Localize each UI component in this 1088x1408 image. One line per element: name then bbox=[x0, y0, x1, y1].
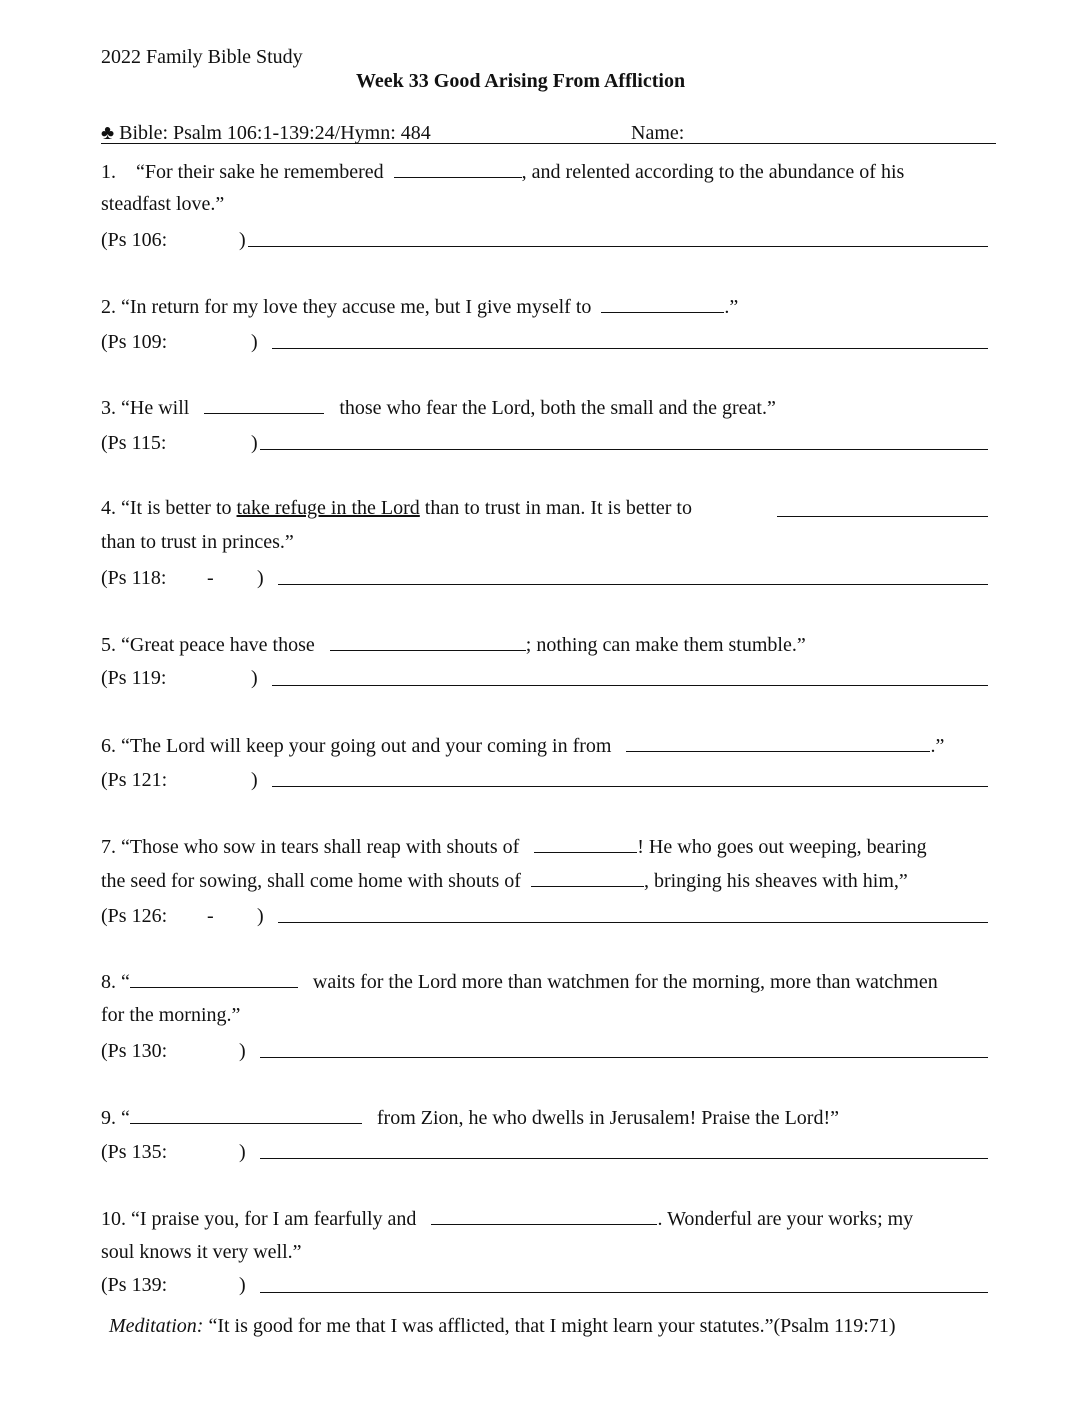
question-text: , bringing his sheaves with him,” bbox=[643, 870, 908, 892]
question-6-line-1 bbox=[101, 733, 944, 758]
question-text: those who fear the Lord, both the small and the great.” bbox=[339, 397, 776, 419]
question-10-line-2: soul knows it very well.” bbox=[101, 1241, 302, 1263]
answer-blank[interactable] bbox=[130, 1105, 362, 1124]
answer-line[interactable] bbox=[260, 1057, 988, 1058]
reference: (Ps 130: bbox=[101, 1040, 168, 1062]
reference: (Ps 135: bbox=[101, 1141, 168, 1163]
answer-blank[interactable] bbox=[204, 395, 324, 414]
answer-line[interactable] bbox=[260, 449, 988, 450]
reference-dash: - bbox=[207, 567, 214, 589]
reference-close: ) bbox=[251, 432, 258, 454]
question-10-line-1 bbox=[101, 1206, 913, 1231]
reference-close: ) bbox=[257, 567, 264, 589]
question-8-line-1 bbox=[101, 969, 938, 994]
reference-dash: - bbox=[207, 905, 214, 927]
question-text: 9. “ bbox=[101, 1107, 130, 1129]
answer-blank[interactable] bbox=[394, 159, 522, 178]
question-1-line-1 bbox=[101, 159, 904, 184]
question-text: 8. “ bbox=[101, 971, 130, 993]
reference: (Ps 126: bbox=[101, 905, 168, 927]
question-text: 4. “It is better to bbox=[101, 497, 232, 519]
question-text: than to trust in man. It is better to bbox=[424, 497, 692, 519]
answer-line[interactable] bbox=[272, 685, 988, 686]
question-2-line-1 bbox=[101, 294, 738, 319]
answer-blank[interactable] bbox=[531, 868, 644, 887]
question-text: ! He who goes out weeping, bearing bbox=[637, 836, 927, 858]
answer-line[interactable] bbox=[248, 246, 988, 247]
question-text: “For their sake he remembered bbox=[136, 161, 384, 183]
question-text: 6. “The Lord will keep your going out and your coming in from bbox=[101, 735, 612, 757]
study-label: 2022 Family Bible Study bbox=[101, 46, 303, 68]
question-4-line-1 bbox=[101, 496, 692, 520]
reference-close: ) bbox=[239, 1141, 246, 1163]
question-text: 10. “I praise you, for I am fearfully and bbox=[101, 1208, 417, 1230]
underlined-phrase: take refuge in the Lord bbox=[236, 497, 420, 519]
reference-close: ) bbox=[251, 667, 258, 689]
question-text: from Zion, he who dwells in Jerusalem! Praise the Lord!” bbox=[376, 1107, 839, 1129]
name-label: Name: bbox=[631, 122, 685, 144]
reference-close: ) bbox=[239, 1040, 246, 1062]
reference-close: ) bbox=[251, 331, 258, 353]
question-text: ; nothing can make them stumble.” bbox=[525, 634, 806, 656]
answer-line[interactable] bbox=[260, 1292, 988, 1293]
question-text: , and relented according to the abundance of his bbox=[521, 161, 905, 183]
meditation bbox=[109, 1314, 896, 1338]
question-text: .” bbox=[724, 296, 739, 318]
reference-close: ) bbox=[239, 1274, 246, 1296]
question-8-line-2: for the morning.” bbox=[101, 1004, 241, 1026]
reference: (Ps 106: bbox=[101, 229, 168, 251]
answer-blank[interactable] bbox=[777, 516, 988, 517]
reference: (Ps 109: bbox=[101, 331, 168, 353]
answer-blank[interactable] bbox=[534, 834, 637, 853]
question-1-line-2: steadfast love.” bbox=[101, 193, 225, 215]
page-title: Week 33 Good Arising From Affliction bbox=[356, 70, 686, 92]
reference: (Ps 119: bbox=[101, 667, 167, 689]
question-text: 5. “Great peace have those bbox=[101, 634, 315, 656]
header-rule bbox=[101, 143, 996, 144]
reference: (Ps 139: bbox=[101, 1274, 168, 1296]
question-text: waits for the Lord more than watchmen for the morning, more than watchmen bbox=[312, 971, 938, 993]
answer-line[interactable] bbox=[278, 584, 988, 585]
reference-close: ) bbox=[239, 229, 246, 251]
reference-close: ) bbox=[251, 769, 258, 791]
answer-line[interactable] bbox=[272, 786, 988, 787]
question-text: 2. “In return for my love they accuse me, but I give myself to bbox=[101, 296, 592, 318]
bible-reading-text: Bible: Psalm 106:1-139:24/Hymn: 484 bbox=[119, 122, 431, 144]
question-4-line-2: than to trust in princes.” bbox=[101, 531, 294, 553]
question-5-line-1 bbox=[101, 632, 806, 657]
answer-blank[interactable] bbox=[431, 1206, 657, 1225]
answer-line[interactable] bbox=[278, 922, 988, 923]
answer-line[interactable] bbox=[272, 348, 988, 349]
meditation-text: “It is good for me that I was afflicted, that I might learn your statutes.”(Psalm 119:71) bbox=[208, 1315, 896, 1337]
question-text: 3. “He will bbox=[101, 397, 190, 419]
question-9-line-1 bbox=[101, 1105, 839, 1130]
answer-line[interactable] bbox=[260, 1158, 988, 1159]
meditation-label: Meditation: bbox=[109, 1315, 204, 1337]
reference-close: ) bbox=[257, 905, 264, 927]
answer-blank[interactable] bbox=[330, 632, 526, 651]
question-number: 1. bbox=[101, 161, 116, 183]
reference: (Ps 118: bbox=[101, 567, 167, 589]
answer-blank[interactable] bbox=[130, 969, 298, 988]
answer-blank[interactable] bbox=[601, 294, 724, 313]
reference: (Ps 115: bbox=[101, 432, 167, 454]
reference: (Ps 121: bbox=[101, 769, 168, 791]
question-3-line-1 bbox=[101, 395, 776, 420]
question-text: .” bbox=[930, 735, 945, 757]
question-text: 7. “Those who sow in tears shall reap with shouts of bbox=[101, 836, 520, 858]
club-icon: ♣ bbox=[101, 122, 115, 144]
answer-blank[interactable] bbox=[626, 733, 930, 752]
question-7-line-1 bbox=[101, 834, 927, 859]
question-text: the seed for sowing, shall come home with shouts of bbox=[101, 870, 521, 892]
bible-reading bbox=[101, 121, 431, 145]
question-7-line-2 bbox=[101, 868, 908, 893]
question-text: . Wonderful are your works; my bbox=[657, 1208, 914, 1230]
